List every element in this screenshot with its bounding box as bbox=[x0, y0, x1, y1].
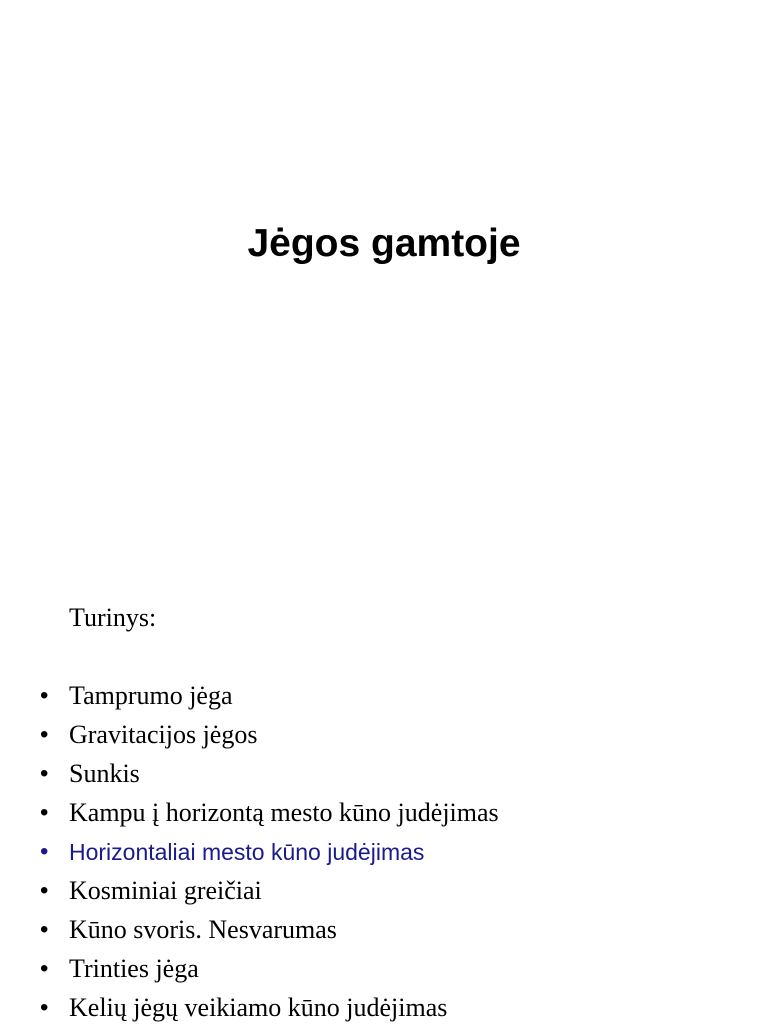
list-item bbox=[40, 875, 499, 914]
bullet-icon: • bbox=[40, 838, 49, 865]
list-item bbox=[40, 914, 499, 953]
list-item-label: Kūno svoris. Nesvarumas bbox=[69, 915, 337, 944]
bullet-icon: • bbox=[40, 721, 49, 748]
bullet-icon: • bbox=[40, 916, 49, 943]
list-item-label: Horizontaliai mesto kūno judėjimas bbox=[69, 839, 425, 865]
list-item bbox=[40, 953, 499, 992]
bullet-icon: • bbox=[40, 994, 49, 1021]
bullet-icon: • bbox=[40, 799, 49, 826]
list-item-label: Kosminiai greičiai bbox=[69, 876, 262, 905]
bullet-icon: • bbox=[40, 955, 49, 982]
bullet-icon: • bbox=[40, 760, 49, 787]
topics-list bbox=[40, 680, 499, 1024]
list-item-label: Sunkis bbox=[69, 759, 140, 788]
list-item bbox=[40, 797, 499, 836]
contents-heading: Turinys: bbox=[69, 603, 157, 632]
list-item-label: Kelių jėgų veikiamo kūno judėjimas bbox=[69, 993, 448, 1022]
page-title: Jėgos gamtoje bbox=[247, 222, 521, 265]
bullet-icon: • bbox=[40, 877, 49, 904]
list-item bbox=[40, 758, 499, 797]
list-item-label: Tamprumo jėga bbox=[69, 681, 233, 710]
list-item bbox=[40, 719, 499, 758]
list-item-label: Kampu į horizontą mesto kūno judėjimas bbox=[69, 798, 499, 827]
bullet-icon: • bbox=[40, 682, 49, 709]
list-item-highlighted bbox=[40, 836, 499, 875]
list-item bbox=[40, 680, 499, 719]
list-item-label: Gravitacijos jėgos bbox=[69, 720, 258, 749]
list-item-label: Trinties jėga bbox=[69, 954, 199, 983]
list-item bbox=[40, 992, 499, 1024]
